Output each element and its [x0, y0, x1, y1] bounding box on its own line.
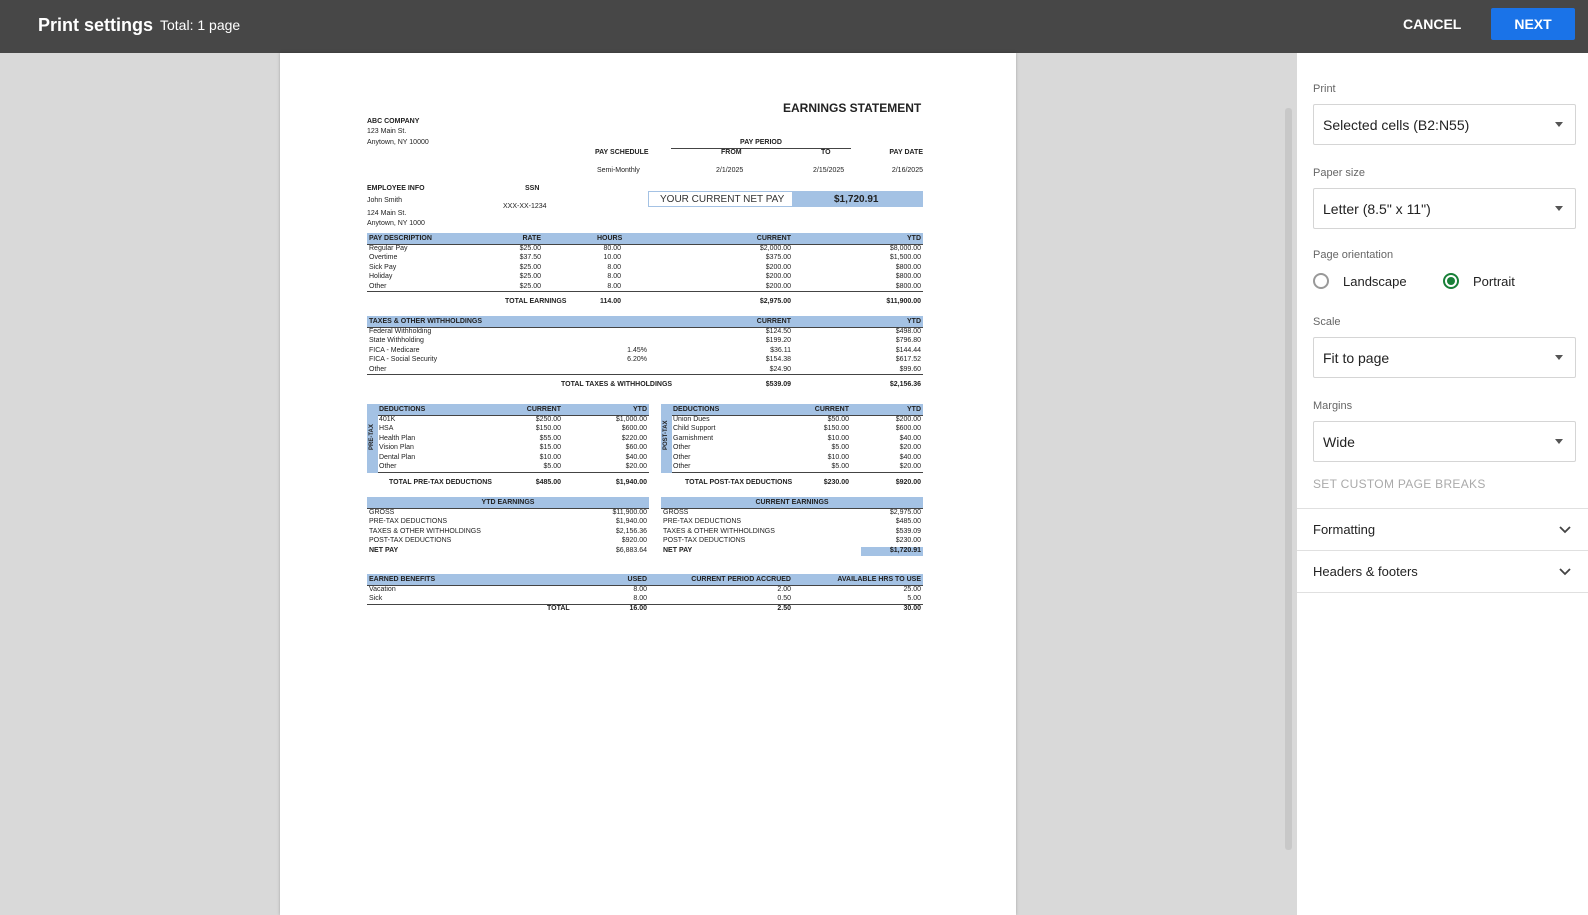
print-range-value: Selected cells (B2:N55)	[1323, 117, 1470, 133]
chevron-down-icon	[1558, 522, 1572, 536]
from-label: FROM	[721, 149, 742, 156]
pretax-header-ytd: YTD	[633, 406, 647, 413]
total-pretax-ytd: $1,940.00	[615, 479, 647, 486]
page-preview	[280, 53, 1016, 915]
pretax-row-desc: Health Plan	[379, 434, 416, 442]
pay-date-value: 2/16/2025	[891, 167, 923, 174]
formatting-label: Formatting	[1313, 522, 1376, 537]
pay-row-rate: $25.00	[519, 245, 541, 252]
posttax-row-desc: Garnishment	[673, 434, 714, 442]
benefits-total-used: 16.00	[629, 605, 647, 612]
current-row-label: NET PAY	[663, 546, 693, 554]
tax-row-rate: 6.20%	[627, 356, 647, 364]
pretax-row-ytd: $40.00	[625, 453, 647, 461]
total-taxes-current: $539.09	[765, 381, 791, 388]
ytd-earnings-header: YTD EARNINGS	[481, 499, 535, 506]
pay-row-current: $375.00	[765, 254, 791, 262]
benefits-header-used: USED	[627, 576, 647, 583]
total-earnings-ytd: $11,900.00	[886, 298, 921, 305]
pretax-row-ytd: $600.00	[621, 425, 647, 433]
posttax-row-ytd: $20.00	[899, 463, 921, 470]
pretax-header-current: CURRENT	[526, 406, 561, 413]
pay-header-current: CURRENT	[756, 235, 791, 242]
to-value: 2/15/2025	[813, 167, 845, 174]
posttax-row-current: $150.00	[823, 425, 849, 433]
benefits-total-accrued: 2.50	[777, 605, 791, 612]
benefit-row-used: 8.00	[633, 586, 647, 593]
tax-row-desc: Other	[369, 365, 387, 373]
paper-size-select[interactable]	[1313, 188, 1576, 229]
benefit-row-available: 25.00	[903, 586, 921, 593]
pretax-row-current: $150.00	[535, 425, 561, 433]
current-row-value: $1,720.91	[889, 546, 921, 554]
pay-row-ytd: $8,000.00	[889, 245, 921, 252]
posttax-row-desc: Other	[673, 444, 691, 452]
benefits-header-desc: EARNED BENEFITS	[369, 576, 436, 583]
headers-footers-section[interactable]	[1297, 551, 1588, 592]
print-preview	[0, 53, 1297, 915]
pay-row-ytd: $1,500.00	[889, 254, 921, 262]
pay-row-hours: 8.00	[607, 282, 621, 290]
current-row-value: $230.00	[895, 537, 921, 545]
posttax-header-current: CURRENT	[814, 406, 849, 413]
pay-row-ytd: $800.00	[895, 282, 921, 290]
tax-row-ytd: $617.52	[895, 356, 921, 364]
benefit-row-accrued: 2.00	[777, 586, 791, 593]
pretax-row-current: $10.00	[539, 453, 561, 461]
benefit-row-accrued: 0.50	[777, 595, 791, 603]
taxes-header-ytd: YTD	[907, 318, 921, 325]
next-button[interactable]: NEXT	[1491, 8, 1575, 40]
posttax-row-ytd: $40.00	[899, 434, 921, 442]
dropdown-caret-icon	[1555, 122, 1563, 127]
pay-row-current: $200.00	[765, 263, 791, 271]
orientation-label: Page orientation	[1313, 249, 1394, 261]
pay-header-rate: RATE	[522, 235, 541, 242]
dropdown-caret-icon	[1555, 439, 1563, 444]
posttax-row-desc: Other	[673, 463, 691, 470]
pay-row-ytd: $800.00	[895, 263, 921, 271]
total-pretax-current: $485.00	[535, 479, 561, 486]
employee-info-label: EMPLOYEE INFO	[367, 185, 425, 192]
paper-size-label: Paper size	[1313, 167, 1365, 179]
margins-value: Wide	[1323, 434, 1355, 450]
current-row-label: POST-TAX DEDUCTIONS	[663, 537, 746, 545]
employee-name: John Smith	[367, 197, 403, 204]
posttax-row-ytd: $600.00	[895, 425, 921, 433]
posttax-row-current: $50.00	[827, 416, 849, 423]
pay-row-hours: 80.00	[603, 245, 621, 252]
ytd-row-value: $2,156.36	[615, 527, 647, 535]
print-label: Print	[1313, 83, 1336, 95]
company-name: ABC COMPANY	[367, 118, 420, 125]
scale-select[interactable]	[1313, 337, 1576, 378]
benefit-row-available: 5.00	[907, 595, 921, 603]
pay-header-hours: HOURS	[597, 235, 623, 242]
posttax-row-ytd: $20.00	[899, 444, 921, 452]
dialog-title: Print settings	[38, 15, 154, 35]
posttax-row-ytd: $200.00	[895, 416, 921, 423]
tax-row-current: $124.50	[765, 328, 791, 335]
print-range-select[interactable]	[1313, 104, 1576, 145]
total-posttax-ytd: $920.00	[895, 479, 921, 486]
ytd-row-label: GROSS	[369, 509, 395, 516]
tax-row-desc: FICA - Medicare	[369, 346, 420, 354]
posttax-row-current: $5.00	[831, 444, 849, 452]
ytd-row-label: POST-TAX DEDUCTIONS	[369, 537, 452, 545]
pretax-row-desc: Dental Plan	[379, 453, 416, 461]
tax-row-current: $154.38	[765, 356, 791, 364]
pay-row-hours: 8.00	[607, 263, 621, 271]
posttax-row-desc: Union Dues	[673, 416, 710, 423]
pay-row-desc: Overtime	[369, 254, 398, 262]
to-label: TO	[821, 149, 831, 156]
total-taxes-label: TOTAL TAXES & WITHHOLDINGS	[561, 381, 673, 388]
ytd-row-value: $920.00	[621, 537, 647, 545]
pretax-row-ytd: $60.00	[625, 444, 647, 452]
ytd-row-value: $1,940.00	[615, 518, 647, 526]
margins-label: Margins	[1313, 400, 1353, 412]
tax-row-current: $199.20	[765, 337, 791, 345]
posttax-row-desc: Child Support	[673, 425, 716, 433]
pretax-row-desc: 401K	[379, 416, 396, 423]
pay-row-current: $2,000.00	[759, 245, 791, 252]
posttax-row-current: $5.00	[831, 463, 849, 470]
set-custom-page-breaks-button[interactable]: SET CUSTOM PAGE BREAKS	[1313, 477, 1486, 491]
current-row-label: PRE-TAX DEDUCTIONS	[663, 518, 742, 526]
pretax-side-label	[368, 439, 376, 450]
benefits-total-label: TOTAL	[547, 605, 570, 612]
paper-size-value: Letter (8.5" x 11")	[1323, 201, 1431, 217]
cancel-button[interactable]: CANCEL	[1403, 16, 1462, 32]
pretax-row-ytd: $1,000.00	[615, 416, 647, 423]
tax-row-desc: State Withholding	[369, 337, 424, 345]
pay-row-desc: Sick Pay	[369, 263, 397, 271]
pretax-row-desc: HSA	[379, 425, 394, 433]
portrait-label: Portrait	[1473, 274, 1515, 289]
pay-schedule-value: Semi-Monthly	[597, 167, 640, 174]
tax-row-ytd: $498.00	[895, 328, 921, 335]
top-bar	[0, 0, 1588, 53]
page-count: Total: 1 page	[160, 17, 241, 33]
posttax-row-ytd: $40.00	[899, 453, 921, 461]
net-pay-value: $1,720.91	[834, 194, 879, 205]
ytd-row-label: PRE-TAX DEDUCTIONS	[369, 518, 448, 526]
pay-row-ytd: $800.00	[895, 273, 921, 281]
preview-scrollbar[interactable]	[1285, 108, 1292, 850]
pay-period-label: PAY PERIOD	[740, 139, 782, 146]
posttax-row-current: $10.00	[827, 434, 849, 442]
ytd-row-value: $11,900.00	[612, 509, 647, 516]
ytd-row-label: NET PAY	[369, 546, 399, 554]
radio-unchecked-icon	[1313, 273, 1329, 289]
posttax-side-label	[662, 439, 670, 450]
posttax-header-desc: DEDUCTIONS	[673, 406, 720, 413]
benefit-row-desc: Vacation	[369, 586, 396, 593]
pay-date-label: PAY DATE	[889, 149, 923, 156]
current-row-label: TAXES & OTHER WITHHOLDINGS	[663, 527, 775, 535]
taxes-header-current: CURRENT	[756, 318, 791, 325]
pay-row-desc: Other	[369, 282, 387, 290]
statement-title: EARNINGS STATEMENT	[783, 101, 922, 115]
benefits-header-accrued: CURRENT PERIOD ACCRUED	[691, 576, 791, 583]
pay-schedule-label: PAY SCHEDULE	[595, 149, 649, 156]
benefit-row-desc: Sick	[369, 595, 383, 603]
pay-row-current: $200.00	[765, 273, 791, 281]
pretax-row-current: $5.00	[543, 463, 561, 470]
scale-label: Scale	[1313, 316, 1341, 328]
total-posttax-label: TOTAL POST-TAX DEDUCTIONS	[685, 479, 793, 486]
pretax-header-desc: DEDUCTIONS	[379, 406, 426, 413]
dropdown-caret-icon	[1555, 355, 1563, 360]
pay-row-hours: 8.00	[607, 273, 621, 281]
pretax-row-desc: Vision Plan	[379, 444, 414, 452]
pretax-row-current: $250.00	[535, 416, 561, 423]
pretax-row-current: $15.00	[539, 444, 561, 452]
benefits-total-available: 30.00	[903, 605, 921, 612]
company-address: 123 Main St.	[367, 128, 407, 135]
pretax-row-ytd: $20.00	[625, 463, 647, 470]
dropdown-caret-icon	[1555, 206, 1563, 211]
posttax-row-current: $10.00	[827, 453, 849, 461]
landscape-radio[interactable]	[1313, 272, 1413, 292]
ssn-value: XXX-XX-1234	[503, 203, 547, 210]
company-city: Anytown, NY 10000	[367, 139, 429, 146]
settings-panel	[1297, 53, 1588, 915]
pay-row-rate: $25.00	[519, 273, 541, 281]
benefits-header-available: AVAILABLE HRS TO USE	[837, 576, 921, 583]
total-taxes-ytd: $2,156.36	[889, 381, 921, 388]
pay-row-desc: Holiday	[369, 273, 393, 281]
tax-row-desc: FICA - Social Security	[369, 356, 438, 364]
tax-row-ytd: $144.44	[895, 346, 921, 354]
ssn-label: SSN	[525, 185, 540, 192]
tax-row-current: $24.90	[769, 365, 791, 373]
pay-header-desc: PAY DESCRIPTION	[369, 235, 432, 242]
pay-row-rate: $25.00	[519, 263, 541, 271]
tax-row-ytd: $796.80	[895, 337, 921, 345]
tax-row-current: $36.11	[770, 346, 791, 354]
pay-row-rate: $37.50	[519, 254, 541, 262]
chevron-down-icon	[1558, 564, 1572, 578]
pretax-row-current: $55.00	[539, 434, 561, 442]
headers-footers-label: Headers & footers	[1313, 564, 1418, 579]
ytd-row-label: TAXES & OTHER WITHHOLDINGS	[369, 527, 481, 535]
total-hours: 114.00	[599, 298, 621, 305]
tax-row-rate: 1.45%	[627, 346, 647, 354]
current-row-label: GROSS	[663, 509, 689, 516]
tax-row-desc: Federal Withholding	[369, 328, 432, 335]
scale-value: Fit to page	[1323, 350, 1390, 366]
pay-header-ytd: YTD	[907, 235, 921, 242]
total-earnings-current: $2,975.00	[759, 298, 791, 305]
tax-row-ytd: $99.60	[899, 365, 921, 373]
posttax-row-desc: Other	[673, 453, 691, 461]
current-earnings-header: CURRENT EARNINGS	[755, 499, 829, 506]
formatting-section[interactable]	[1297, 509, 1588, 550]
pretax-row-ytd: $220.00	[621, 434, 647, 442]
margins-select[interactable]	[1313, 421, 1576, 462]
current-row-value: $539.09	[895, 527, 921, 535]
portrait-radio[interactable]	[1443, 272, 1533, 292]
employee-city: Anytown, NY 1000	[367, 220, 425, 227]
pay-row-rate: $25.00	[519, 282, 541, 290]
current-row-value: $2,975.00	[889, 509, 921, 516]
ytd-row-value: $6,883.64	[615, 546, 647, 554]
pay-row-desc: Regular Pay	[369, 245, 408, 252]
pay-row-current: $200.00	[765, 282, 791, 290]
landscape-label: Landscape	[1343, 274, 1407, 289]
pretax-row-desc: Other	[379, 463, 397, 470]
net-pay-label: YOUR CURRENT NET PAY	[660, 194, 785, 205]
taxes-header-desc: TAXES & OTHER WITHHOLDINGS	[369, 318, 483, 325]
current-row-value: $485.00	[895, 518, 921, 526]
total-earnings-label: TOTAL EARNINGS	[505, 298, 567, 305]
posttax-header-ytd: YTD	[907, 406, 921, 413]
from-value: 2/1/2025	[716, 167, 744, 174]
radio-checked-icon	[1443, 273, 1459, 289]
employee-address: 124 Main St.	[367, 210, 407, 217]
total-posttax-current: $230.00	[823, 479, 849, 486]
benefit-row-used: 8.00	[633, 595, 647, 603]
total-pretax-label: TOTAL PRE-TAX DEDUCTIONS	[389, 479, 492, 486]
pay-row-hours: 10.00	[603, 254, 621, 262]
